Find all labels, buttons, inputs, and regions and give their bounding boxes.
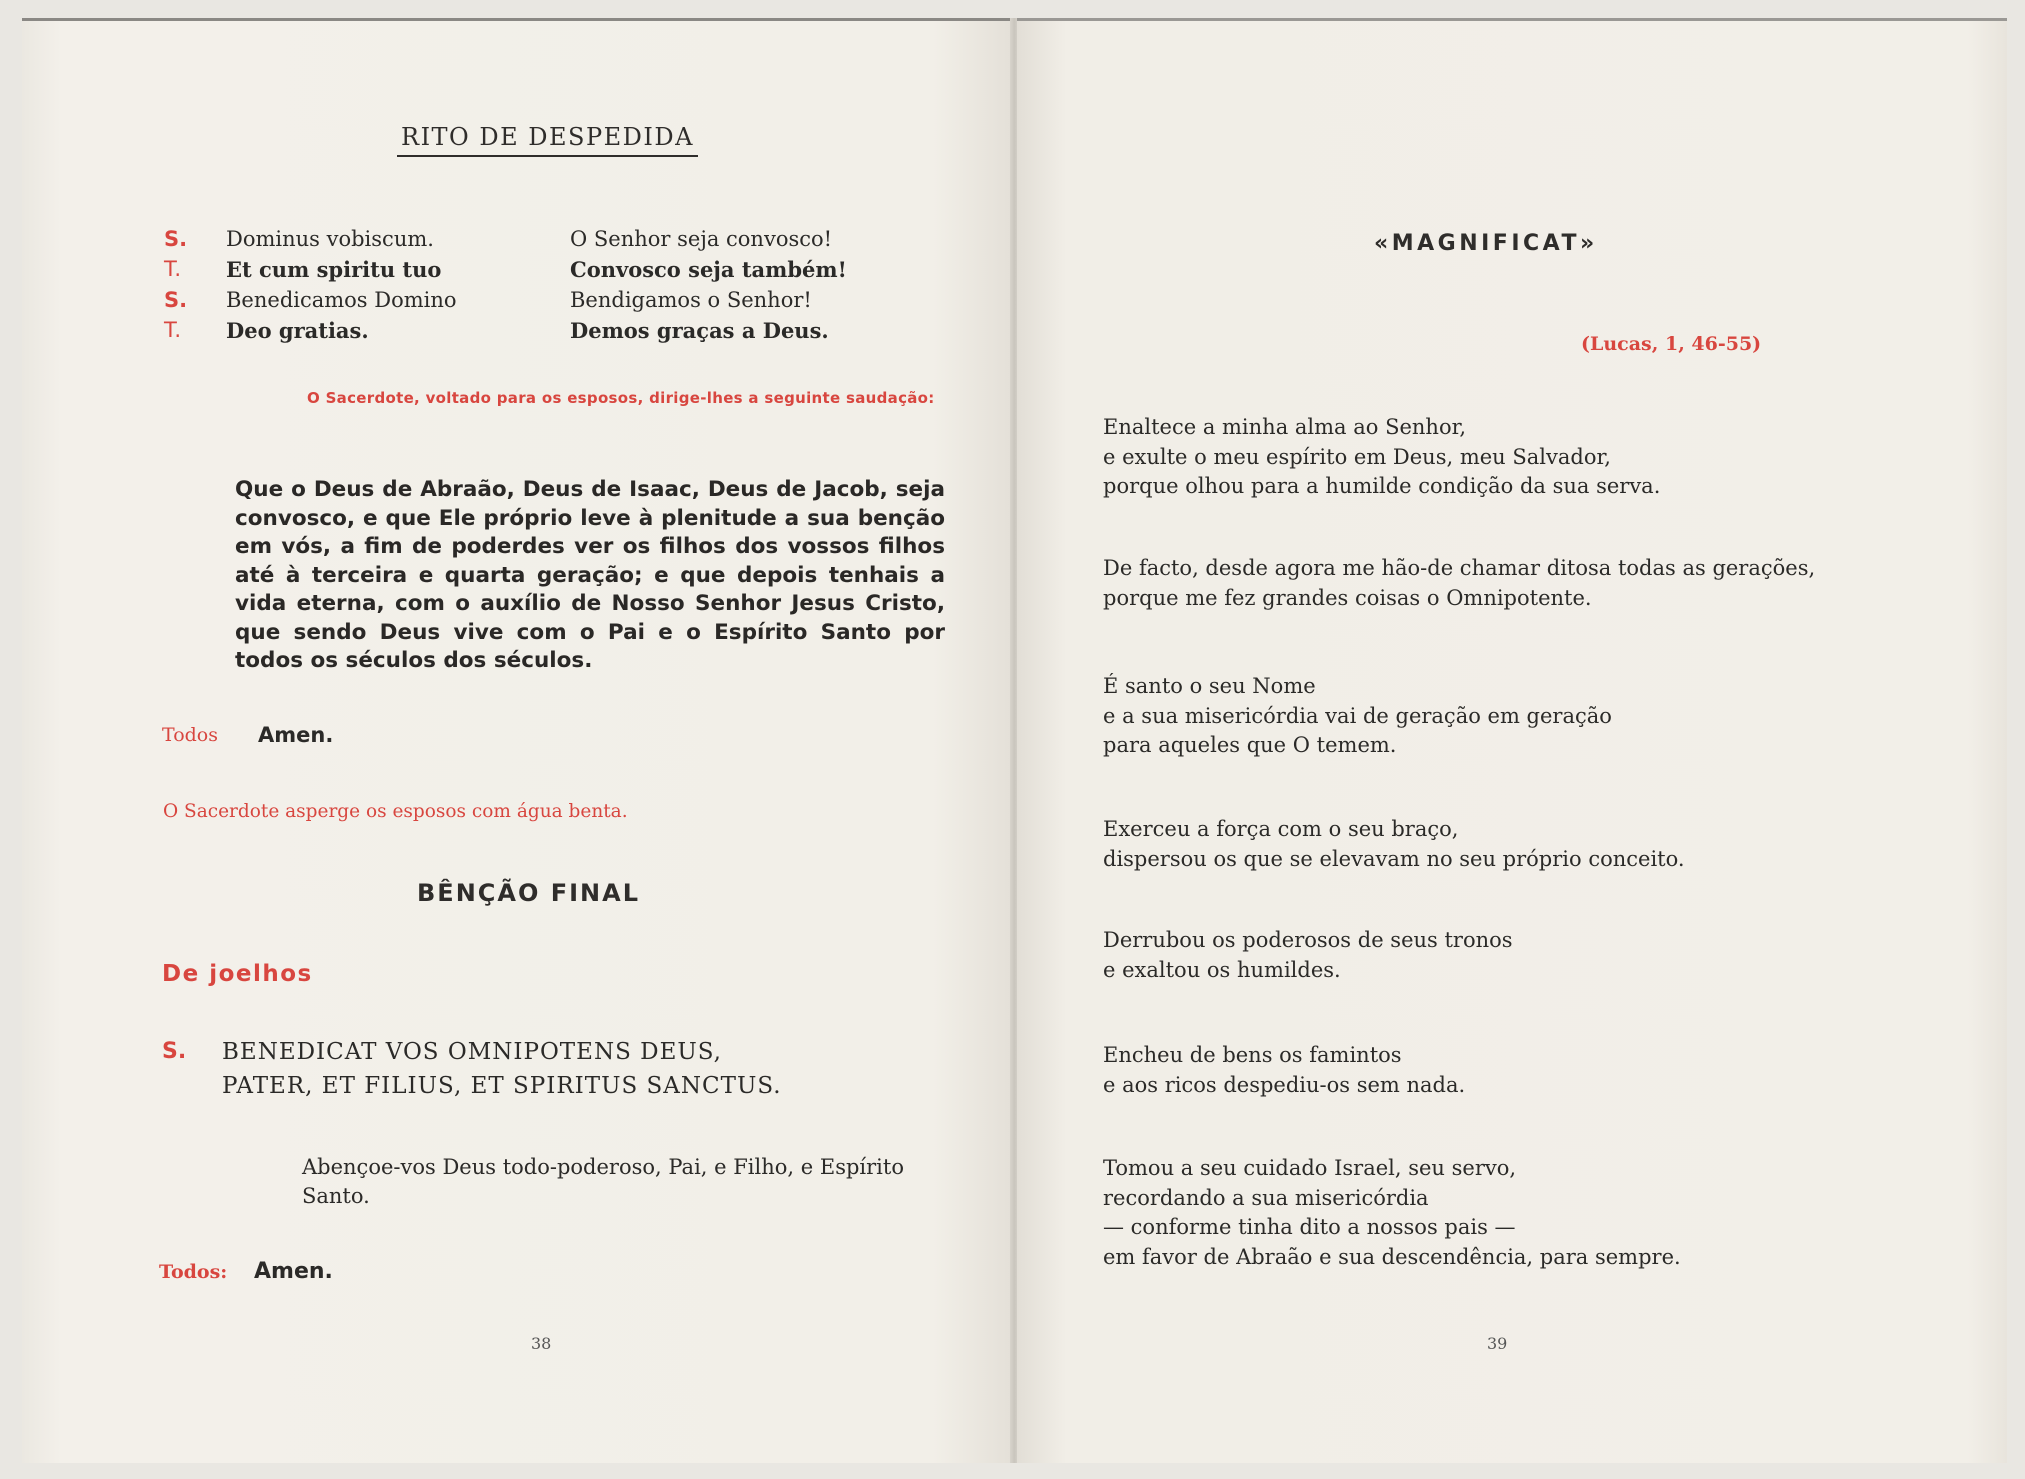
verse-line: — conforme tinha dito a nossos pais —: [1103, 1215, 1516, 1239]
page-title: «MAGNIFICAT»: [1374, 231, 1598, 256]
verse-line: porque me fez grandes coisas o Omnipotente.: [1103, 585, 1592, 610]
speaker-label: S.: [164, 288, 188, 312]
portuguese-text: Convosco seja também!: [570, 257, 847, 282]
portuguese-blessing: Abençoe-vos Deus todo-poderoso, Pai, e Filho, e Espírito Santo.: [302, 1155, 904, 1208]
verse-line: Tomou a seu cuidado Israel, seu servo,: [1103, 1156, 1517, 1180]
stanza: [1103, 413, 1963, 502]
rubric-greeting: O Sacerdote, voltado para os esposos, dirige-lhes a seguinte saudação:: [307, 389, 935, 407]
stanza: [1103, 554, 1963, 613]
verse-line: e exaltou os humildes.: [1103, 957, 1341, 982]
page-number: 38: [531, 1334, 552, 1353]
speaker-label: S.: [162, 1039, 187, 1064]
verse-line: e a sua misericórdia vai de geração em geração: [1103, 703, 1612, 728]
amen-response: Amen.: [254, 1259, 333, 1284]
verse-line: e exulte o meu espírito em Deus, meu Salvador,: [1103, 444, 1611, 469]
dialogue-row: [22, 227, 1012, 258]
verse-line: Enaltece a minha alma ao Senhor,: [1103, 415, 1466, 439]
right-page: [1017, 18, 2007, 1463]
kneel-rubric: De joelhos: [162, 961, 313, 987]
scripture-reference: (Lucas, 1, 46-55): [1581, 333, 1762, 355]
speaker-label: T.: [164, 318, 182, 342]
blessing-paragraph: Que o Deus de Abraão, Deus de Isaac, Deus de Jacob, seja convosco, e que Ele próprio leve à plenitude a sua benção em vós, a fim de poderdes ver os filhos dos vossos filhos até à terceira e quarta geração; e que depois tenhais a vida eterna, com o auxílio de Nosso Senhor Jesus Cristo, que sendo Deus vive com o Pai e o Espírito Santo por todos os séculos dos séculos.: [235, 477, 945, 673]
verse-line: Exerceu a força com o seu braço,: [1103, 817, 1459, 841]
book-spread: [22, 18, 2007, 1463]
verse-line: para aqueles que O temem.: [1103, 733, 1397, 757]
dialogue-row: [22, 318, 1012, 349]
stanza: [1103, 926, 1963, 985]
verse-line: É santo o seu Nome: [1103, 674, 1316, 698]
page-number: 39: [1487, 1334, 1508, 1353]
verse-line: recordando a sua misericórdia: [1103, 1185, 1429, 1210]
rubric-sprinkle: O Sacerdote asperge os esposos com água benta.: [163, 801, 628, 822]
verse-line: De facto, desde agora me hão-de chamar ditosa todas as gerações,: [1103, 556, 1816, 580]
todos-label: Todos:: [159, 1261, 228, 1283]
portuguese-text: Bendigamos o Senhor!: [570, 288, 812, 312]
dialogue-row: [22, 257, 1012, 288]
portuguese-text: O Senhor seja convosco!: [570, 227, 833, 251]
portuguese-text: Demos graças a Deus.: [570, 318, 829, 343]
latin-text: Deo gratias.: [226, 318, 369, 343]
section-title: BÊNÇÃO FINAL: [417, 879, 640, 907]
latin-blessing-line: PATER, ET FILIUS, ET SPIRITUS SANCTUS.: [222, 1073, 782, 1099]
stanza: [1103, 815, 1963, 874]
dialogue-row: [22, 288, 1012, 319]
speaker-label: T.: [164, 257, 182, 281]
verse-line: e aos ricos despediu-os sem nada.: [1103, 1072, 1466, 1097]
latin-text: Et cum spiritu tuo: [226, 257, 442, 282]
stanza: [1103, 672, 1963, 761]
latin-blessing-line: BENEDICAT VOS OMNIPOTENS DEUS,: [222, 1039, 722, 1065]
speaker-label: S.: [164, 227, 188, 251]
todos-label: Todos: [162, 724, 218, 746]
verse-line: dispersou os que se elevavam no seu próprio conceito.: [1103, 846, 1685, 871]
verse-line: Encheu de bens os famintos: [1103, 1043, 1402, 1067]
left-page: [22, 18, 1012, 1463]
stanza: [1103, 1154, 1963, 1272]
latin-text: Benedicamos Domino: [226, 288, 457, 312]
verse-line: porque olhou para a humilde condição da sua serva.: [1103, 474, 1661, 498]
verse-line: Derrubou os poderosos de seus tronos: [1103, 928, 1513, 952]
verse-line: em favor de Abraão e sua descendência, para sempre.: [1103, 1244, 1681, 1269]
latin-text: Dominus vobiscum.: [226, 227, 434, 251]
page-title: RITO DE DESPEDIDA: [397, 123, 698, 157]
stanza: [1103, 1041, 1963, 1100]
amen-response: Amen.: [258, 723, 334, 747]
